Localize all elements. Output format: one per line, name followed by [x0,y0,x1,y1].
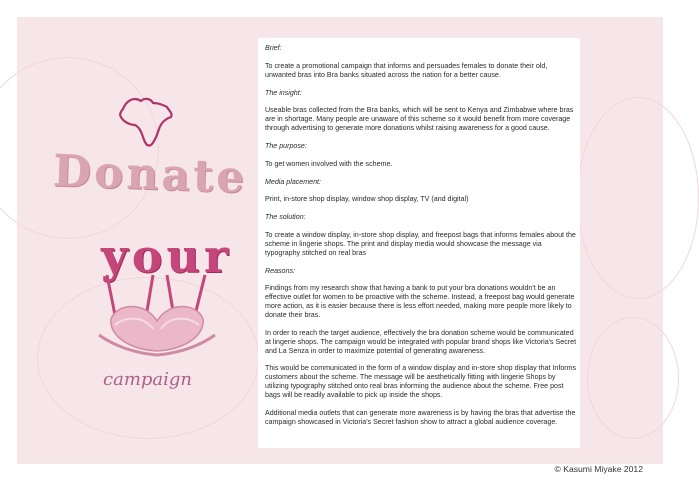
campaign-artwork [17,17,257,464]
background-swirl [587,317,679,439]
brief-paragraph: To create a promotional campaign that informs and persuades females to donate their old, unwanted bras into Bra banks situated across the nation for a better cause. [265,61,548,79]
africa-outline-icon [113,87,177,151]
bra-illustration-icon [93,275,219,367]
solution-heading: The solution: [265,213,306,222]
reasons-paragraph-4: Additional media outlets that can generate more awareness is by having the bras that advertise the campaign showcased in Victoria's Secret fashion show to attract a global audience coverage. [265,408,576,426]
brief-heading: Brief: [265,44,282,52]
brief-panel [258,38,580,448]
brief-text-block [265,44,577,436]
reasons-heading: Reasons: [265,266,295,275]
purpose-heading: The purpose: [265,141,307,150]
insight-heading: The insight: [265,88,302,97]
media-paragraph: Print, in-store shop display, window shop display, TV (and digital) [265,195,469,204]
media-heading: Media placement: [265,177,321,186]
purpose-paragraph: To get women involved with the scheme. [265,159,393,168]
reasons-paragraph-1: Findings from my research show that having a bank to put your bra donations wouldn't be an effective outlet for women to be proactive with the scheme. Instead, a freepost bag would generate more action, as it is easier because there is less effort needed, making more people more likely to donate their bras. [265,284,575,320]
donate-title: Donate [52,145,249,204]
copyright-text: © Kasumi Miyake 2012 [554,464,643,474]
reasons-paragraph-2: In order to reach the target audience, effectively the bra donation scheme would be communicated at lingerie shops. The campaign would be integrated with popular brand shops like Victoria's Secret and La Senza in order to maximize potential of generating awareness. [265,328,577,355]
background-swirl [577,97,699,299]
campaign-label: campaign [103,369,193,390]
solution-paragraph: To create a window display, in-store shop display, and freepost bags that informs females about the scheme in lingerie shops. The print and display media would showcase the message via typography stitched on real bras [265,230,576,257]
your-title: your [101,229,233,283]
reasons-paragraph-3: This would be communicated in the form of a window display and in-store shop display that Informs customers about the scheme. The message will be aesthetically fitting with lingerie Shops by utilizing typography stitched onto real bras informing the audience about the scheme. Free post bags will be readily available to pick up inside the shops. [265,364,577,400]
insight-paragraph: Useable bras collected from the Bra banks, which will be sent to Kenya and Zimbabwe where bras are in shortage. Many people are unaware of this scheme so it would benefit from more coverage through advertising to generate more donations whilst raising awareness for a good cause. [265,106,574,133]
